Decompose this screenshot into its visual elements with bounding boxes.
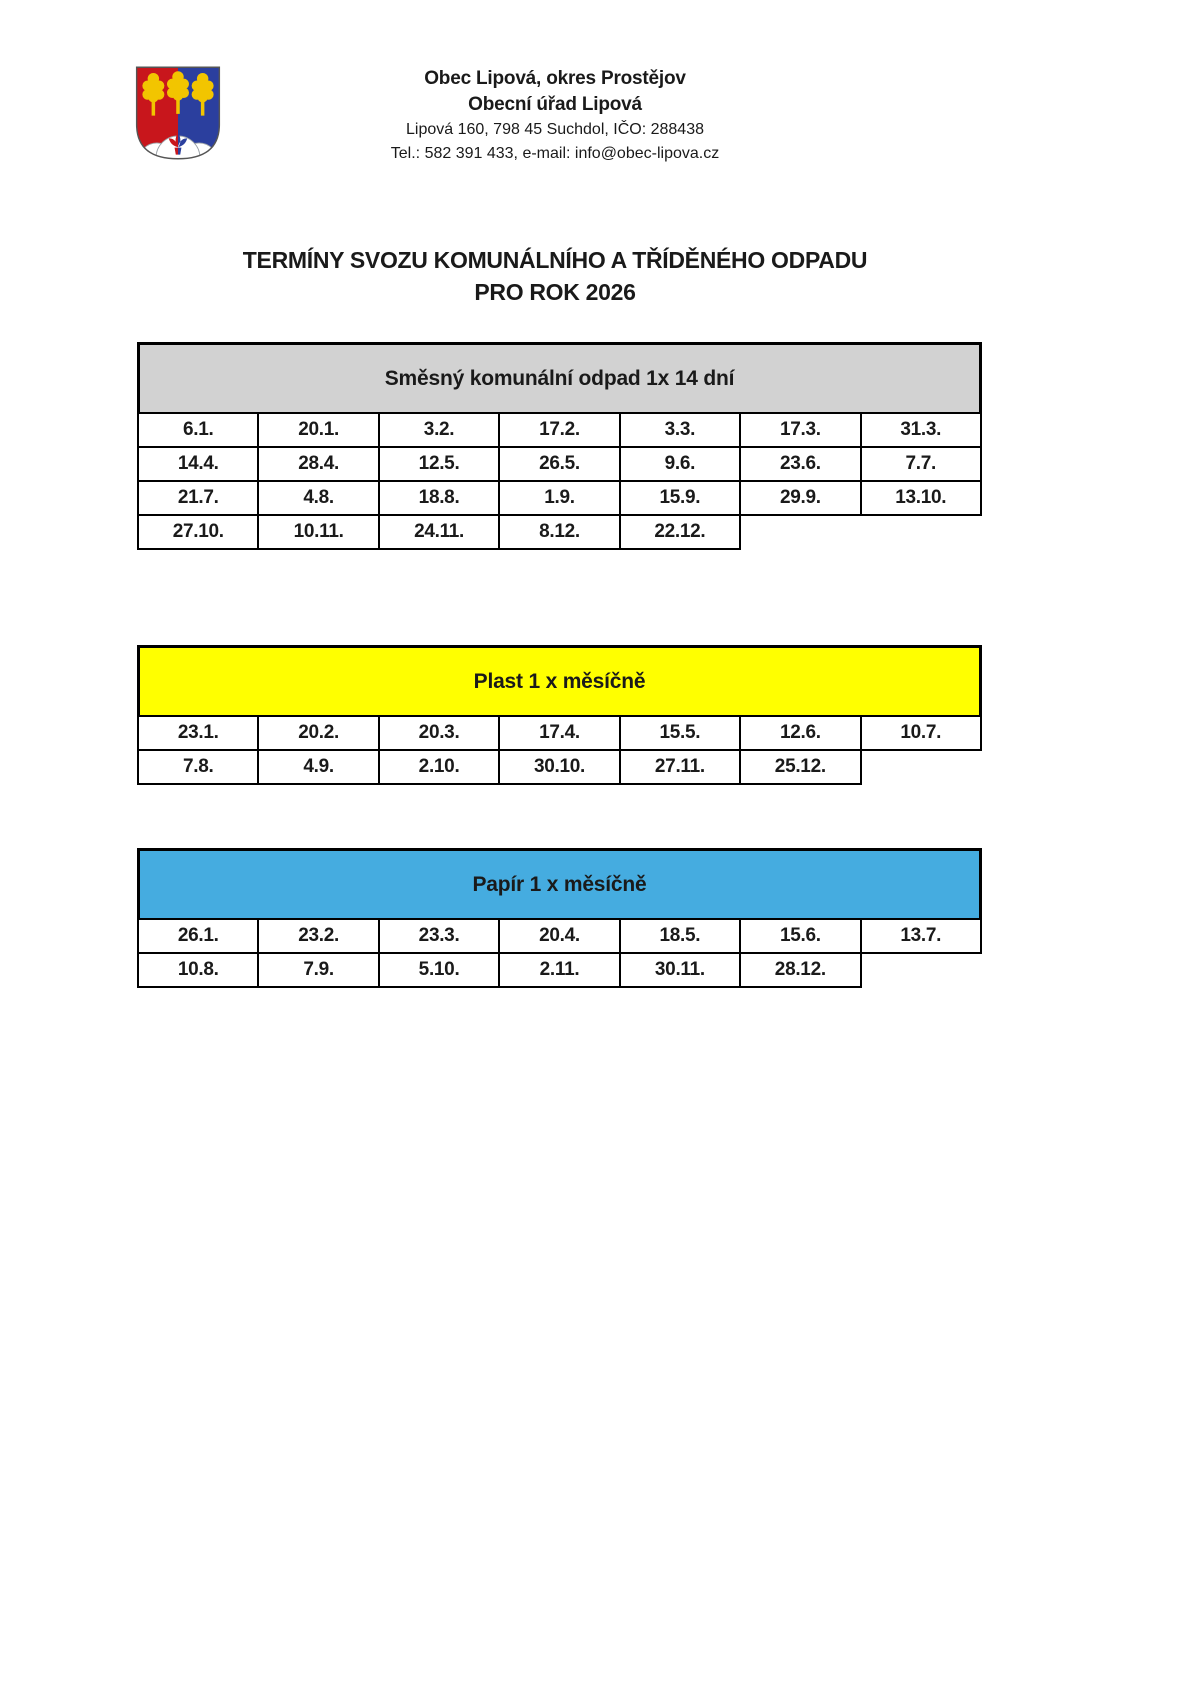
date-cell: 4.8. — [258, 481, 378, 515]
date-cell: 20.2. — [258, 716, 378, 750]
document-title — [0, 244, 1110, 308]
date-cell: 31.3. — [861, 413, 981, 447]
date-cell: 23.2. — [258, 919, 378, 953]
date-row — [138, 953, 981, 987]
date-row — [138, 447, 981, 481]
date-cell: 1.9. — [499, 481, 619, 515]
date-cell: 15.5. — [620, 716, 740, 750]
date-cell: 23.1. — [138, 716, 258, 750]
date-cell: 24.11. — [379, 515, 499, 549]
date-row — [138, 515, 981, 549]
letterhead — [155, 66, 955, 166]
date-cell: 30.10. — [499, 750, 619, 784]
table-header-mixed-waste: Směsný komunální odpad 1x 14 dní — [137, 342, 982, 415]
date-cell: 10.11. — [258, 515, 378, 549]
date-cell: 26.5. — [499, 447, 619, 481]
table-body — [137, 715, 982, 785]
date-cell: 28.12. — [740, 953, 860, 987]
date-cell: 2.10. — [379, 750, 499, 784]
date-cell: 15.9. — [620, 481, 740, 515]
date-row — [138, 750, 981, 784]
date-cell: 29.9. — [740, 481, 860, 515]
date-cell: 26.1. — [138, 919, 258, 953]
table-header-plastic: Plast 1 x měsíčně — [137, 645, 982, 718]
date-cell: 22.12. — [620, 515, 740, 549]
date-cell: 21.7. — [138, 481, 258, 515]
date-cell: 8.12. — [499, 515, 619, 549]
date-cell: 12.5. — [379, 447, 499, 481]
table-paper — [137, 848, 982, 988]
empty-cell — [861, 750, 981, 784]
date-cell: 25.12. — [740, 750, 860, 784]
date-cell: 6.1. — [138, 413, 258, 447]
date-cell: 20.4. — [499, 919, 619, 953]
date-row — [138, 481, 981, 515]
date-cell: 28.4. — [258, 447, 378, 481]
date-cell: 7.7. — [861, 447, 981, 481]
date-row — [138, 716, 981, 750]
date-cell: 9.6. — [620, 447, 740, 481]
org-contact: Tel.: 582 391 433, e-mail: info@obec-lipova.cz — [390, 145, 720, 162]
date-cell: 20.1. — [258, 413, 378, 447]
table-body — [137, 918, 982, 988]
date-cell: 7.9. — [258, 953, 378, 987]
date-cell: 18.5. — [620, 919, 740, 953]
date-cell: 20.3. — [379, 716, 499, 750]
org-name: Obec Lipová, okres Prostějov — [424, 68, 686, 89]
title-line-1: TERMÍNY SVOZU KOMUNÁLNÍHO A TŘÍDĚNÉHO ODPADU — [242, 247, 868, 273]
date-cell: 17.2. — [499, 413, 619, 447]
empty-cell — [861, 953, 981, 987]
date-cell: 2.11. — [499, 953, 619, 987]
org-office: Obecní úřad Lipová — [468, 94, 642, 115]
org-address: Lipová 160, 798 45 Suchdol, IČO: 288438 — [406, 121, 704, 138]
empty-cell — [740, 515, 860, 549]
table-mixed-waste — [137, 342, 982, 550]
date-cell: 18.8. — [379, 481, 499, 515]
date-cell: 12.6. — [740, 716, 860, 750]
empty-cell — [861, 515, 981, 549]
date-cell: 3.3. — [620, 413, 740, 447]
title-line-2: PRO ROK 2026 — [474, 279, 636, 305]
date-row — [138, 413, 981, 447]
date-cell: 23.6. — [740, 447, 860, 481]
date-cell: 17.4. — [499, 716, 619, 750]
date-cell: 5.10. — [379, 953, 499, 987]
date-cell: 27.10. — [138, 515, 258, 549]
date-cell: 15.6. — [740, 919, 860, 953]
date-cell: 14.4. — [138, 447, 258, 481]
date-cell: 13.10. — [861, 481, 981, 515]
date-cell: 30.11. — [620, 953, 740, 987]
date-cell: 23.3. — [379, 919, 499, 953]
date-cell: 4.9. — [258, 750, 378, 784]
date-row — [138, 919, 981, 953]
date-cell: 3.2. — [379, 413, 499, 447]
table-body — [137, 412, 982, 550]
date-cell: 27.11. — [620, 750, 740, 784]
date-cell: 17.3. — [740, 413, 860, 447]
table-header-paper: Papír 1 x měsíčně — [137, 848, 982, 921]
date-cell: 7.8. — [138, 750, 258, 784]
date-cell: 10.8. — [138, 953, 258, 987]
date-cell: 10.7. — [861, 716, 981, 750]
table-plastic — [137, 645, 982, 785]
date-cell: 13.7. — [861, 919, 981, 953]
